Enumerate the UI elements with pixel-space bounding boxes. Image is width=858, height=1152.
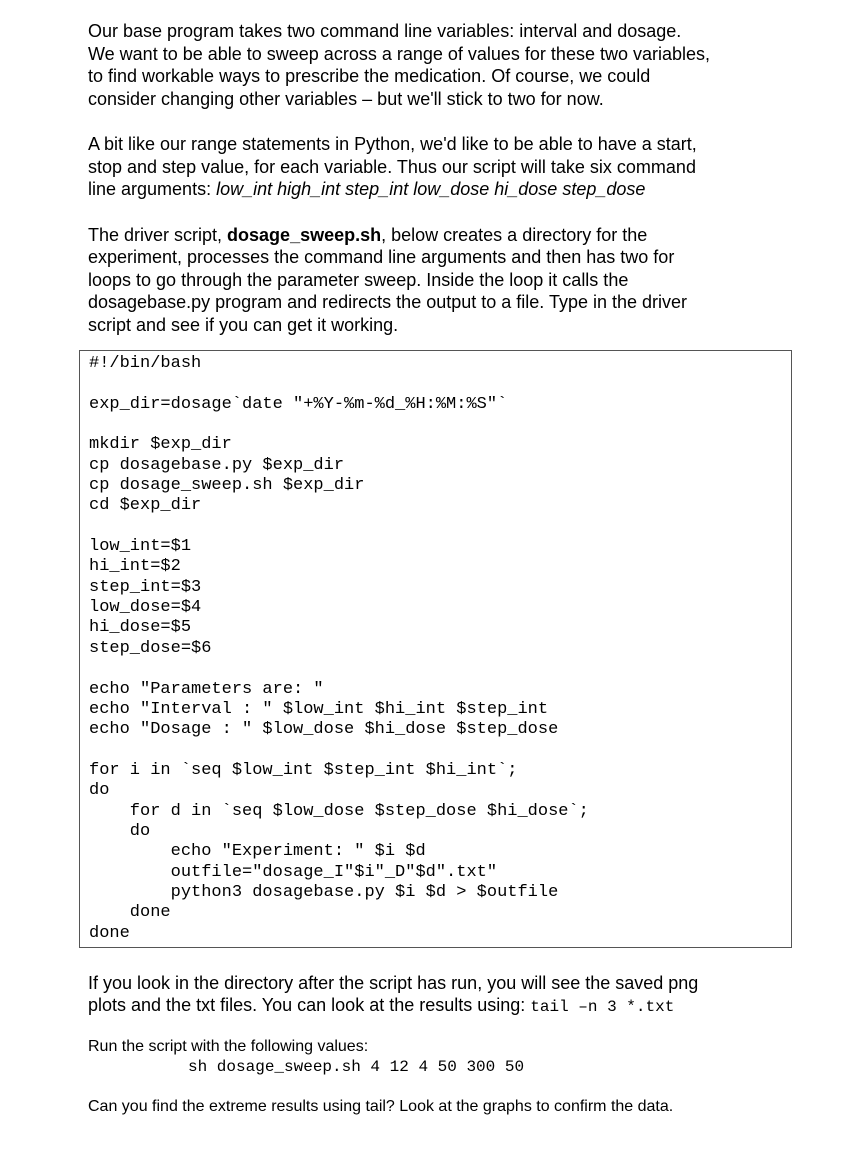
run-command: sh dosage_sweep.sh 4 12 4 50 300 50 bbox=[188, 1057, 525, 1076]
driver-text-pre: The driver script, bbox=[88, 224, 228, 245]
driver-script-paragraph bbox=[88, 224, 788, 337]
driver-text-post: , below creates a directory for the experiment, processes the command line arguments and then has two for loops to go through the parameter sweep. Inside the loop it calls the dosagebase.py program and redirects the output to a file. Type in the driver script and see if you can get it working. bbox=[88, 224, 688, 335]
final-question: Can you find the extreme results using tail? Look at the graphs to confirm the data. bbox=[88, 1097, 674, 1115]
document-page bbox=[88, 20, 788, 1117]
tail-command: tail –n 3 *.txt bbox=[530, 998, 675, 1017]
results-paragraph bbox=[88, 972, 788, 1019]
arguments-text: A bit like our range statements in Python, we'd like to be able to have a start, stop and step value, for each variable. Thus our script will take six command line arguments: bbox=[88, 134, 697, 199]
code-listing: #!/bin/bash exp_dir=dosage`date "+%Y-%m-%d_%H:%M:%S"` mkdir $exp_dir cp dosagebase.py $exp_dir cp dosage_sweep.sh $exp_dir cd $exp_dir low_int=$1 hi_int=$2 step_int=$3 low_dose=$4 hi_dose=$5 step_dose=$6 echo "Parameters are: " echo "Interval : " $low_int $hi_int $step_int echo "Dosage : " $low_dose $hi_dose $step_dose for i in `seq $low_int $step_int $hi_int`; do for d in `seq $low_dose $step_dose $hi_dose`; do echo "Experiment: " $i $d outfile="dosage_I"$i"_D"$d".txt" python3 dosagebase.py $i $d > $outfile done done bbox=[79, 350, 792, 948]
results-text: If you look in the directory after the script has run, you will see the saved png plots and the txt files. You can look at the results using: bbox=[88, 972, 699, 1016]
script-name: dosage_sweep.sh bbox=[227, 224, 382, 245]
arguments-paragraph bbox=[88, 133, 788, 201]
intro-paragraph: Our base program takes two command line variables: interval and dosage. We want to be able to sweep across a range of values for these two variables, to find workable ways to prescribe the medication. Of course, we could consider changing other variables – but we'll stick to two for now. bbox=[88, 21, 711, 109]
run-instruction: Run the script with the following values: bbox=[88, 1037, 369, 1055]
arguments-list: low_int high_int step_int low_dose hi_dose step_dose bbox=[216, 179, 646, 199]
